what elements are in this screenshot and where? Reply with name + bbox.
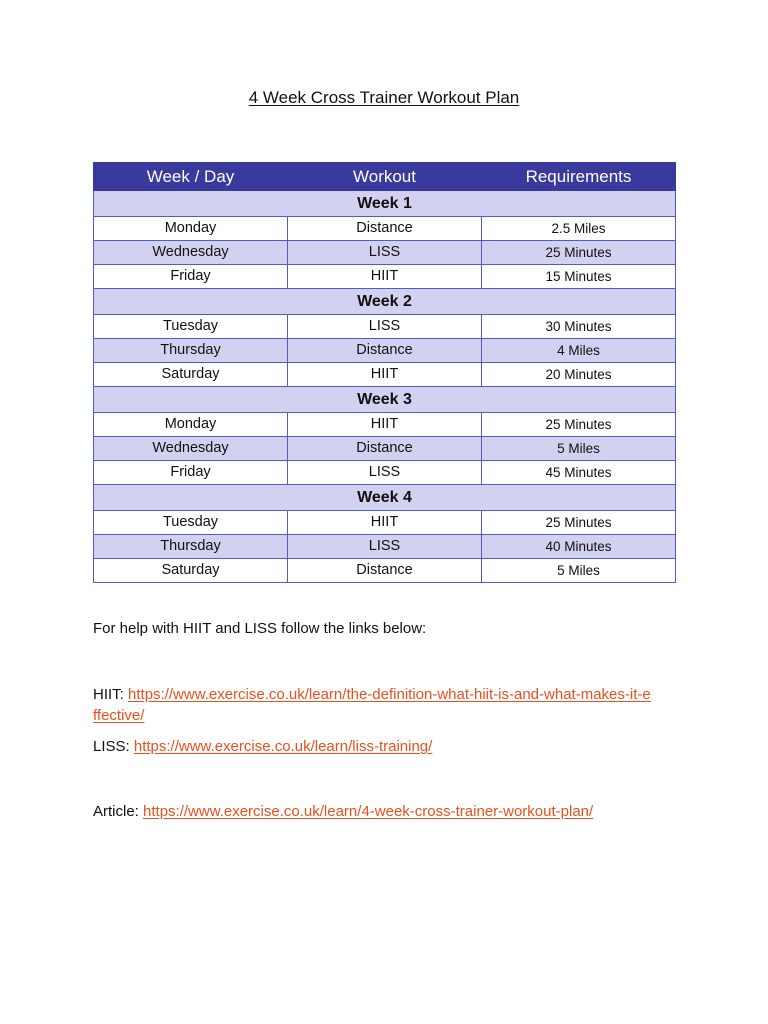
day-cell: Monday — [94, 413, 288, 437]
table-row — [94, 413, 676, 437]
table-row — [94, 241, 676, 265]
requirement-cell: 25 Minutes — [482, 241, 676, 265]
hiit-link-line — [93, 684, 653, 726]
week-label: Week 2 — [94, 289, 676, 315]
week-label: Week 4 — [94, 485, 676, 511]
week-header-row — [94, 485, 676, 511]
workout-cell: LISS — [288, 535, 482, 559]
workout-cell: LISS — [288, 315, 482, 339]
column-header-week-day: Week / Day — [94, 163, 288, 191]
table-row — [94, 265, 676, 289]
week-header-row — [94, 387, 676, 413]
workout-cell: Distance — [288, 559, 482, 583]
article-link-line — [93, 801, 653, 822]
workout-cell: HIIT — [288, 511, 482, 535]
week-label: Week 1 — [94, 191, 676, 217]
requirement-cell: 25 Minutes — [482, 511, 676, 535]
workout-cell: Distance — [288, 217, 482, 241]
hiit-link-prefix: HIIT: — [93, 686, 124, 703]
table-row — [94, 511, 676, 535]
requirement-cell: 20 Minutes — [482, 363, 676, 387]
requirement-cell: 5 Miles — [482, 559, 676, 583]
workout-cell: HIIT — [288, 265, 482, 289]
help-text: For help with HIIT and LISS follow the links below: — [93, 620, 427, 637]
hiit-link[interactable]: https://www.exercise.co.uk/learn/the-definition-what-hiit-is-and-what-makes-it-effective/ — [93, 686, 651, 724]
workout-cell: HIIT — [288, 363, 482, 387]
day-cell: Saturday — [94, 363, 288, 387]
table-row — [94, 535, 676, 559]
column-header-requirements: Requirements — [482, 163, 676, 191]
table-row — [94, 437, 676, 461]
liss-link-prefix: LISS: — [93, 738, 130, 755]
week-header-row — [94, 191, 676, 217]
day-cell: Tuesday — [94, 315, 288, 339]
requirement-cell: 30 Minutes — [482, 315, 676, 339]
day-cell: Thursday — [94, 339, 288, 363]
table-row — [94, 217, 676, 241]
week-label: Week 3 — [94, 387, 676, 413]
table-row — [94, 363, 676, 387]
table-header-row — [94, 163, 676, 191]
workout-cell: LISS — [288, 241, 482, 265]
workout-plan-table — [93, 162, 676, 583]
day-cell: Monday — [94, 217, 288, 241]
workout-cell: Distance — [288, 339, 482, 363]
workout-cell: Distance — [288, 437, 482, 461]
requirement-cell: 5 Miles — [482, 437, 676, 461]
day-cell: Saturday — [94, 559, 288, 583]
workout-cell: LISS — [288, 461, 482, 485]
week-header-row — [94, 289, 676, 315]
requirement-cell: 40 Minutes — [482, 535, 676, 559]
requirement-cell: 15 Minutes — [482, 265, 676, 289]
requirement-cell: 45 Minutes — [482, 461, 676, 485]
requirement-cell: 25 Minutes — [482, 413, 676, 437]
day-cell: Friday — [94, 461, 288, 485]
day-cell: Tuesday — [94, 511, 288, 535]
workout-cell: HIIT — [288, 413, 482, 437]
requirement-cell: 4 Miles — [482, 339, 676, 363]
table-body — [94, 191, 676, 583]
table-row — [94, 559, 676, 583]
document-title: 4 Week Cross Trainer Workout Plan — [248, 88, 520, 107]
article-link[interactable]: https://www.exercise.co.uk/learn/4-week-cross-trainer-workout-plan/ — [143, 803, 594, 820]
liss-link-line — [93, 736, 653, 757]
day-cell: Wednesday — [94, 241, 288, 265]
article-link-prefix: Article: — [93, 803, 139, 820]
table-row — [94, 315, 676, 339]
requirement-cell: 2.5 Miles — [482, 217, 676, 241]
day-cell: Friday — [94, 265, 288, 289]
day-cell: Thursday — [94, 535, 288, 559]
table-row — [94, 339, 676, 363]
table-row — [94, 461, 676, 485]
liss-link[interactable]: https://www.exercise.co.uk/learn/liss-training/ — [133, 738, 433, 755]
day-cell: Wednesday — [94, 437, 288, 461]
column-header-workout: Workout — [288, 163, 482, 191]
